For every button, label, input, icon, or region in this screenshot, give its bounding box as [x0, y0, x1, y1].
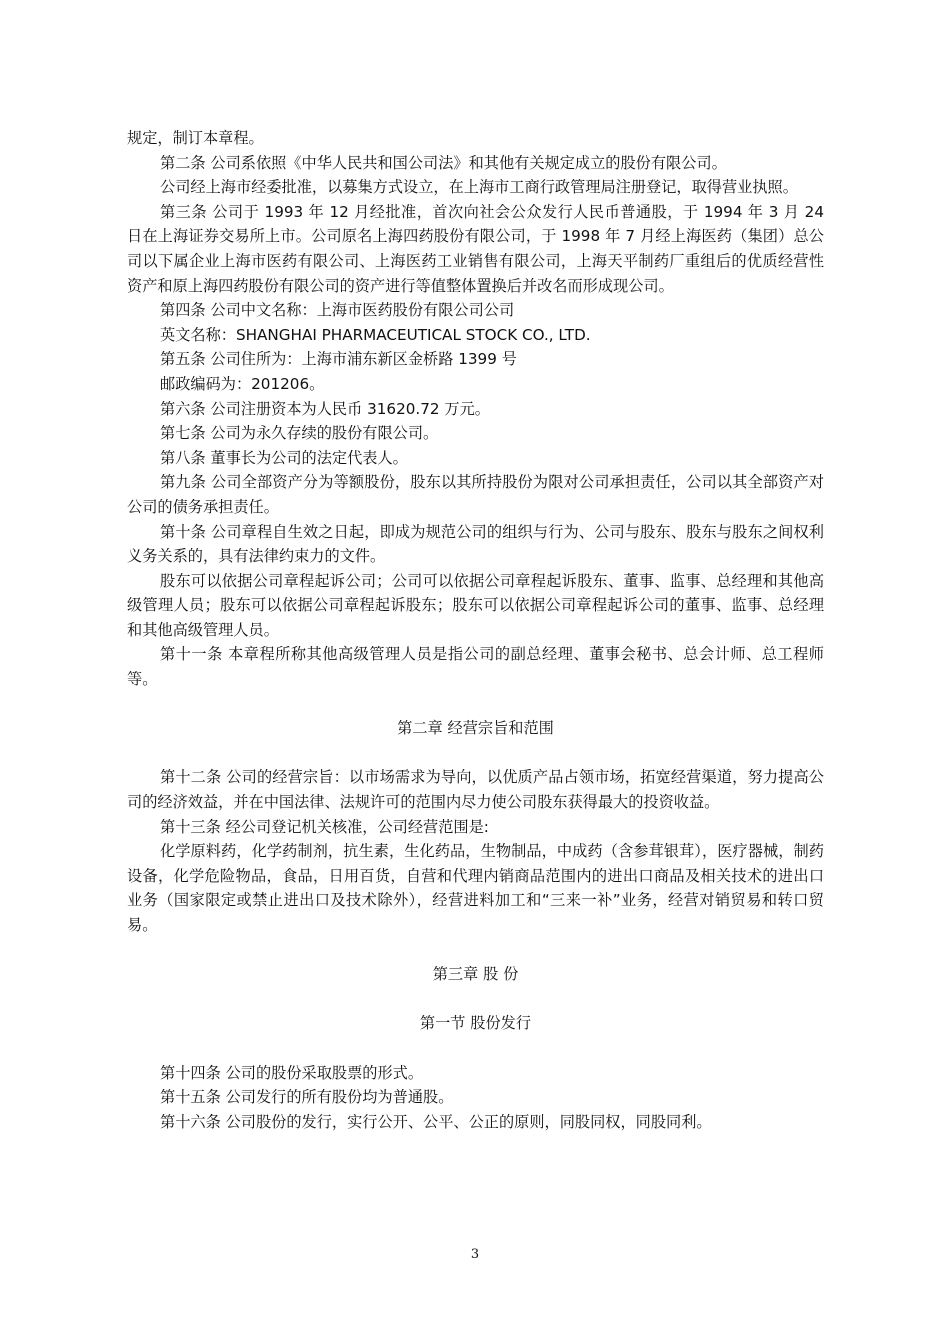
article-4: 第四条 公司中文名称：上海市医药股份有限公司公司 [160, 301, 515, 320]
article-10-paragraph-2: 股东可以依据公司章程起诉公司；公司可以依据公司章程起诉股东、董事、监事、总经理和其他高级管理人员；股东可以依据公司章程起诉股东；股东可以依据公司章程起诉公司的董事、监事、总经理和其他高级管理人员。 [127, 571, 824, 639]
page-number: 3 [470, 1247, 480, 1262]
article-11: 第十一条 本章程所称其他高级管理人员是指公司的副总经理、董事会秘书、总会计师、总工程师等。 [127, 645, 824, 689]
article-5: 第五条 公司住所为：上海市浦东新区金桥路 1399 号 [160, 350, 517, 369]
article-6: 第六条 公司注册资本为人民币 31620.72 万元。 [160, 399, 490, 418]
document-body [127, 126, 824, 1134]
article-10: 第十条 公司章程自生效之日起，即成为规范公司的组织与行为、公司与股东、股东与股东之间权利义务关系的，具有法律约束力的文件。 [127, 522, 824, 566]
paragraph-continuation: 规定，制订本章程。 [127, 129, 264, 147]
article-12: 第十二条 公司的经营宗旨：以市场需求为导向，以优质产品占领市场，拓宽经营渠道，努力提高公司的经济效益，并在中国法律、法规许可的范围内尽力使公司股东获得最大的投资收益。 [127, 768, 824, 812]
article-14: 第十四条 公司的股份采取股票的形式。 [160, 1063, 424, 1082]
chapter-3-heading: 第三章 股 份 [432, 965, 519, 984]
article-2: 第二条 公司系依照《中华人民共和国公司法》和其他有关规定成立的股份有限公司。 [160, 153, 727, 172]
section-1-heading: 第一节 股份发行 [419, 1014, 532, 1033]
article-9: 第九条 公司全部资产分为等额股份，股东以其所持股份为限对公司承担责任，公司以其全部资产对公司的债务承担责任。 [127, 473, 824, 516]
article-2-paragraph-2: 公司经上海市经委批准，以募集方式设立，在上海市工商行政管理局注册登记，取得营业执照。 [160, 178, 798, 197]
article-13: 第十三条 经公司登记机关核准，公司经营范围是: [160, 817, 489, 836]
article-8: 第八条 董事长为公司的法定代表人。 [160, 448, 408, 467]
article-4-english-name: 英文名称：SHANGHAI PHARMACEUTICAL STOCK CO., LTD. [160, 325, 591, 344]
article-5-postal-code: 邮政编码为：201206。 [160, 374, 325, 393]
article-3: 第三条 公司于 1993 年 12 月经批准，首次向社会公众发行人民币普通股，于 1994 年 3 月 24 日在上海证券交易所上市。公司原名上海四药股份有限公司，于 1998 年 7 月经上海医药（集团）总公司以下属企业上海市医药有限公司、上海医药工业销售有限公司，上海天平制药厂重组后的优质经营性资产和原上海四药股份有限公司的资产进行等值整体置换后并改名而形成现公司。 [127, 202, 824, 295]
chapter-2-heading: 第二章 经营宗旨和范围 [397, 719, 554, 738]
article-16: 第十六条 公司股份的发行，实行公开、公平、公正的原则，同股同权，同股同利。 [160, 1112, 712, 1131]
article-15: 第十五条 公司发行的所有股份均为普通股。 [160, 1088, 454, 1107]
article-13-business-scope: 化学原料药，化学药制剂，抗生素，生化药品，生物制品，中成药（含参茸银茸），医疗器械，制药设备，化学危险物品，食品，日用百货，自营和代理内销商品范围内的进出口商品及相关技术的进出口业务（国家限定或禁止进出口及技术除外），经营进料加工和“三来一补”业务，经营对销贸易和转口贸易。 [127, 842, 824, 934]
article-7: 第七条 公司为永久存续的股份有限公司。 [160, 424, 439, 443]
